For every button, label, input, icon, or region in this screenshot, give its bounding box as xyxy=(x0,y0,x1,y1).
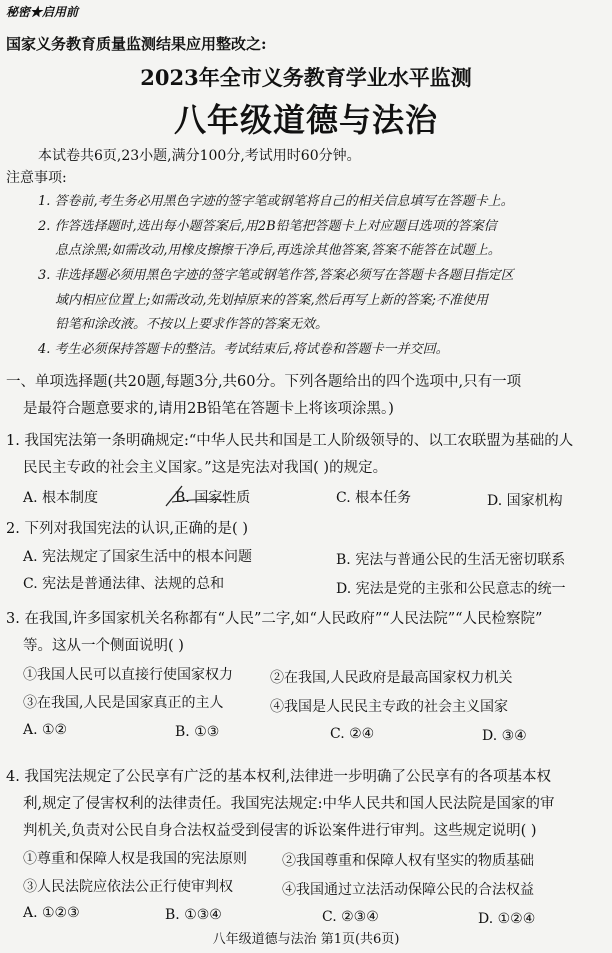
q4-option-a: A. ①②③ xyxy=(23,905,80,921)
q3-option-c: C. ②④ xyxy=(330,726,375,742)
note-1: 1. 答卷前,考生务必用黑色字迹的签字笔或钢笔将自己的相关信息填写在答题卡上。 xyxy=(38,194,514,209)
q4-stem-line1: 4. 我国宪法规定了公民享有广泛的基本权利,法律进一步明确了公民享有的各项基本权 xyxy=(6,769,552,785)
q1-option-d: D. 国家机构 xyxy=(487,493,563,509)
q4-statement-4: ④我国通过立法活动保障公民的合法权益 xyxy=(282,882,534,898)
q3-stem-line1: 3. 在我国,许多国家机关名称都有“人民”二字,如“人民政府”“人民法院”“人民检察院” xyxy=(6,611,543,627)
q3-statement-1: ①我国人民可以直接行使国家权力 xyxy=(23,667,233,683)
q4-statement-3: ③人民法院应依法公正行使审判权 xyxy=(23,879,233,895)
q3-option-d: D. ③④ xyxy=(482,728,527,744)
intro-text: 本试卷共6页,23小题,满分100分,考试用时60分钟。 xyxy=(38,148,361,164)
org-line: 国家义务教育质量监测结果应用整改之: xyxy=(6,35,267,53)
q1-option-b: B. 国家性质 xyxy=(175,490,251,506)
q4-option-c: C. ②③④ xyxy=(322,909,379,925)
q4-option-b: B. ①③④ xyxy=(165,907,222,923)
q4-statement-2: ②我国尊重和保障人权有坚实的物质基础 xyxy=(282,853,534,869)
q4-option-d: D. ①②④ xyxy=(478,911,536,927)
q4-statement-1: ①尊重和保障人权是我国的宪法原则 xyxy=(23,851,247,867)
q4-stem-line2: 利,规定了侵害权利的法律责任。我国宪法规定:中华人民共和国人民法院是国家的审 xyxy=(23,796,555,812)
section-1-line2: 是最符合题意要求的,请用2B铅笔在答题卡上将该项涂黑。) xyxy=(23,401,394,417)
subject-title: 八年级道德与法治 xyxy=(173,101,438,139)
q1-option-a: A. 根本制度 xyxy=(23,490,99,506)
q2-option-d: D. 宪法是党的主张和公民意志的统一 xyxy=(336,581,566,597)
q3-statement-4: ④我国是人民民主专政的社会主义国家 xyxy=(270,699,508,715)
q2-stem: 2. 下列对我国宪法的认识,正确的是( ) xyxy=(6,521,248,537)
handwritten-check-mark xyxy=(162,482,232,510)
confidential-label: 秘密★启用前 xyxy=(6,5,79,19)
q1-stem-line2: 民民主专政的社会主义国家。”这是宪法对我国( )的规定。 xyxy=(23,460,388,476)
note-3-line3: 铅笔和涂改液。不按以上要求作答的答案无效。 xyxy=(55,317,329,332)
q1-option-c: C. 根本任务 xyxy=(336,490,412,506)
q4-stem-line3: 判机关,负责对公民自身合法权益受到侵害的诉讼案件进行审判。这些规定说明( ) xyxy=(23,823,537,839)
q2-option-c: C. 宪法是普通法律、法规的总和 xyxy=(23,576,225,592)
q3-stem-line2: 等。这从一个侧面说明( ) xyxy=(23,638,184,654)
q3-statement-3: ③在我国,人民是国家真正的主人 xyxy=(23,695,224,711)
note-3-line1: 3. 非选择题必须用黑色字迹的签字笔或钢笔作答,答案必须写在答题卡各题目指定区 xyxy=(38,268,514,283)
exam-title: 2023年全市义务教育学业水平监测 xyxy=(140,65,472,90)
q3-option-b: B. ①③ xyxy=(175,724,220,740)
note-2-line1: 2. 作答选择题时,选出每小题答案后,用2B铅笔把答题卡上对应题目选项的答案信 xyxy=(38,219,497,234)
q2-option-b: B. 宪法与普通公民的生活无密切联系 xyxy=(336,552,566,568)
q3-statement-2: ②在我国,人民政府是最高国家权力机关 xyxy=(270,670,513,686)
note-4: 4. 考生必须保持答题卡的整洁。考试结束后,将试卷和答题卡一并交回。 xyxy=(38,342,449,357)
notes-heading: 注意事项: xyxy=(6,170,67,186)
q1-stem-line1: 1. 我国宪法第一条明确规定:“中华人民共和国是工人阶级领导的、以工农联盟为基础的人 xyxy=(6,433,574,449)
q3-option-a: A. ①② xyxy=(23,722,68,738)
page-footer: 八年级道德与法治 第1页(共6页) xyxy=(212,932,400,947)
note-2-line2: 息点涂黑;如需改动,用橡皮擦擦干净后,再选涂其他答案,答案不能答在试题上。 xyxy=(55,243,501,258)
q2-option-a: A. 宪法规定了国家生活中的根本问题 xyxy=(23,549,253,565)
section-1-line1: 一、单项选择题(共20题,每题3分,共60分。下列各题给出的四个选项中,只有一项 xyxy=(6,374,522,390)
note-3-line2: 域内相应位置上;如需改动,先划掉原来的答案,然后再写上新的答案;不准使用 xyxy=(55,293,489,308)
